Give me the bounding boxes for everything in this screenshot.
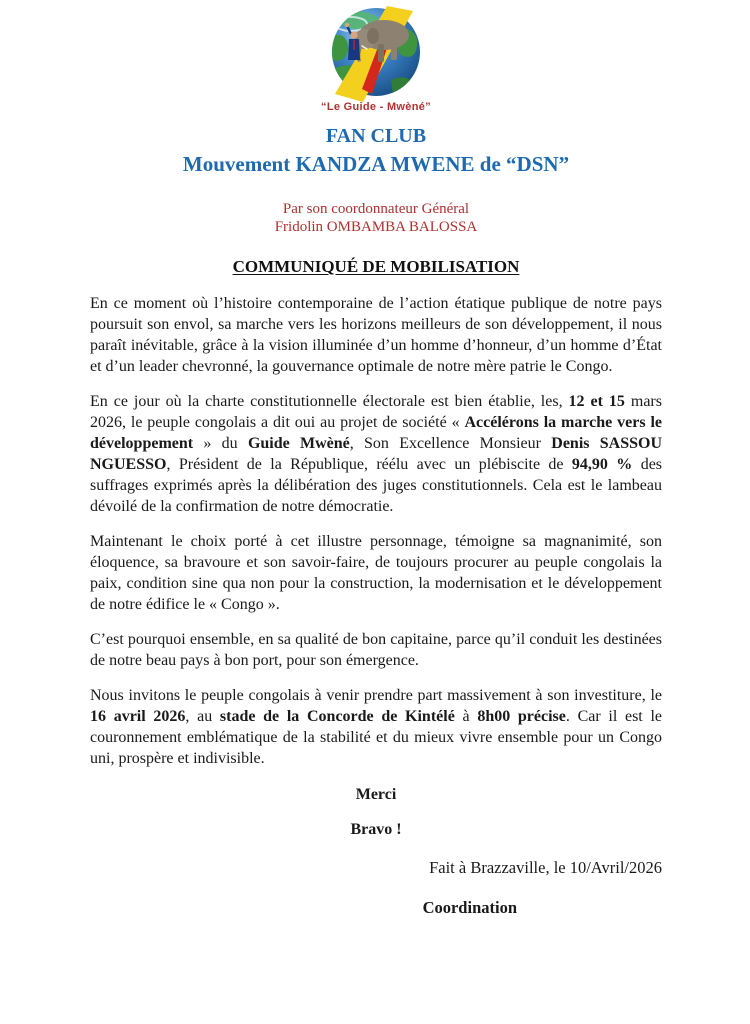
paragraph-4: C’est pourquoi ensemble, en sa qualité de bon capitaine, parce qu’il conduit les destinées de notre beau pays à bon port, pour son émergence. bbox=[90, 631, 662, 669]
org-title-movement: Mouvement KANDZA MWENE de “DSN” bbox=[182, 152, 570, 176]
paragraph-3: Maintenant le choix porté à cet illustre personnage, témoigne sa magnanimité, son éloquence, sa bravoure et son savoir-faire, de toujours procurer au peuple congolais la paix, condition sine qua non pour la construction, la modernisation et le développement de notre édifice le « Congo ». bbox=[90, 533, 662, 613]
paragraph-2: En ce jour où la charte constitutionnelle électorale est bien établie, les, 12 et 15 mars 2026, le peuple congolais a dit oui au projet de société « Accélérons la marche vers le développement » du Guide Mwèné, Son Excellence Monsieur Denis SASSOU NGUESSO, Président de la République, réélu avec un plébiscite de 94,90 % des suffrages exprimés après la délibération des juges constitutionnels. Cela est le lambeau dévoilé de la confirmation de notre démocratie. bbox=[90, 393, 663, 515]
signature-coordination: Coordination bbox=[422, 898, 517, 917]
place-date-line: Fait à Brazzaville, le 10/Avril/2026 bbox=[429, 858, 662, 877]
globe-elephant-logo-icon bbox=[321, 6, 431, 102]
byline-name: Fridolin OMBAMBA BALOSSA bbox=[274, 219, 478, 235]
document-body bbox=[90, 293, 662, 769]
closing-merci: Merci bbox=[355, 786, 397, 803]
org-title-fan-club: FAN CLUB bbox=[325, 125, 427, 147]
logo bbox=[70, 6, 682, 113]
document-title-text: COMMUNIQUÉ DE MOBILISATION bbox=[232, 257, 520, 276]
paragraph-5: Nous invitons le peuple congolais à venir prendre part massivement à son investiture, le 16 avril 2026, au stade de la Concorde de Kintélé à 8h00 précise. Car il est le couronnement emblématique de la stabilité et du mieux vivre ensemble pour un Congo uni, prospère et indivisible. bbox=[90, 687, 662, 767]
paragraph-1: En ce moment où l’histoire contemporaine de l’action étatique publique de notre pays poursuit son envol, sa marche vers les horizons meilleurs de son développement, il nous paraît inévitable, grâce à la vision illuminée d’un homme d’honneur, d’un homme d’État et d’un leader chevronné, la gouvernance optimale de notre mère patrie le Congo. bbox=[90, 295, 662, 375]
document-title bbox=[90, 257, 662, 277]
closing-bravo: Bravo ! bbox=[350, 821, 402, 838]
logo-caption: “Le Guide - Mwèné” bbox=[321, 101, 431, 113]
byline bbox=[90, 200, 662, 236]
byline-role: Par son coordonnateur Général bbox=[282, 201, 470, 217]
